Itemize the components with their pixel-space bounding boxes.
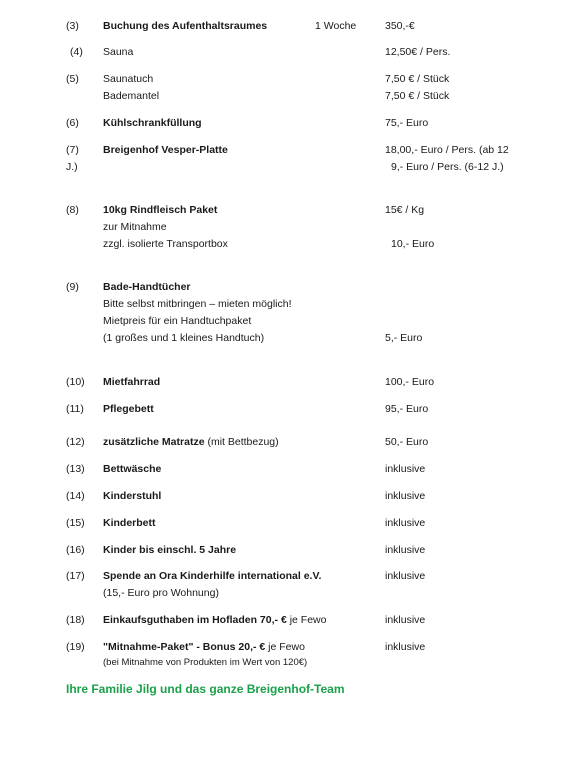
- item-number: (18): [66, 614, 85, 626]
- item-title-extra: (mit Bettbezug): [207, 436, 279, 448]
- item-title-line: [103, 641, 305, 654]
- item-price: 50,- Euro: [385, 436, 429, 448]
- item-title: Bade-Handtücher: [103, 281, 191, 293]
- item-number: (9): [66, 281, 79, 293]
- item-title: Bettwäsche: [103, 463, 162, 475]
- item-title: Kühlschrankfüllung: [103, 117, 202, 129]
- item-number: (17): [66, 570, 85, 582]
- item-title: Saunatuch: [103, 73, 154, 85]
- item-number-wrap: J.): [66, 161, 78, 173]
- item-number: (15): [66, 517, 85, 529]
- item-title: zusätzliche Matratze: [103, 436, 205, 448]
- item-subline: (1 großes und 1 kleines Handtuch): [103, 332, 265, 344]
- item-price: 350,-€: [385, 20, 415, 32]
- item-number: (13): [66, 463, 85, 475]
- item-price: 75,- Euro: [385, 117, 429, 129]
- item-title-extra: je Fewo: [289, 614, 327, 626]
- item-price: 10,- Euro: [391, 238, 435, 250]
- item-price: inklusive: [385, 490, 426, 502]
- item-number: (16): [66, 544, 85, 556]
- item-price: 100,- Euro: [385, 376, 435, 388]
- item-title: Kinderstuhl: [103, 490, 162, 502]
- item-number: (6): [66, 117, 79, 129]
- item-number: (19): [66, 641, 85, 653]
- item-title: Sauna: [103, 46, 134, 58]
- closing-signature: Ihre Familie Jilg und das ganze Breigenhof-Team: [66, 682, 345, 696]
- item-subline: Mietpreis für ein Handtuchpaket: [103, 315, 252, 327]
- item-price: inklusive: [385, 544, 426, 556]
- item-price: inklusive: [385, 641, 426, 653]
- item-price: inklusive: [385, 614, 426, 626]
- item-title: Mietfahrrad: [103, 376, 161, 388]
- item-price: 9,- Euro / Pers. (6-12 J.): [391, 161, 504, 173]
- item-title-line: [103, 436, 279, 449]
- item-price: inklusive: [385, 463, 426, 475]
- item-subline: zur Mitnahme: [103, 221, 167, 233]
- item-number: (14): [66, 490, 85, 502]
- item-subline: zzgl. isolierte Transportbox: [103, 238, 228, 250]
- item-title-line: [103, 614, 326, 627]
- item-number: (11): [66, 403, 84, 415]
- item-title: Spende an Ora Kinderhilfe international e.V.: [103, 570, 322, 582]
- item-title-extra: je Fewo: [268, 641, 305, 653]
- item-duration: 1 Woche: [315, 20, 357, 32]
- item-subline: (15,- Euro pro Wohnung): [103, 587, 219, 599]
- item-title: Breigenhof Vesper-Platte: [103, 144, 228, 156]
- item-number: (12): [66, 436, 85, 448]
- item-title: Bademantel: [103, 90, 160, 102]
- item-title: Einkaufsguthaben im Hofladen 70,- €: [103, 614, 287, 626]
- item-title: Kinder bis einschl. 5 Jahre: [103, 544, 237, 556]
- item-price: 12,50€ / Pers.: [385, 46, 451, 58]
- item-price: 7,50 € / Stück: [385, 90, 450, 102]
- item-title: Pflegebett: [103, 403, 154, 415]
- item-title: "Mitnahme-Paket" - Bonus 20,- €: [103, 641, 266, 653]
- item-title: Kinderbett: [103, 517, 156, 529]
- item-price: 18,00,- Euro / Pers. (ab 12: [385, 144, 509, 156]
- item-title: Buchung des Aufenthaltsraumes: [103, 20, 268, 32]
- item-price: 95,- Euro: [385, 403, 429, 415]
- item-number: (7): [66, 144, 79, 156]
- item-price: inklusive: [385, 517, 426, 529]
- item-number: (4): [70, 46, 83, 58]
- item-number: (8): [66, 204, 79, 216]
- item-number: (3): [66, 20, 79, 32]
- item-title: 10kg Rindfleisch Paket: [103, 204, 218, 216]
- item-number: (10): [66, 376, 85, 388]
- item-price: 15€ / Kg: [385, 204, 425, 216]
- item-subline: (bei Mitnahme von Produkten im Wert von 120€): [103, 657, 308, 668]
- item-subline: Bitte selbst mitbringen – mieten möglich!: [103, 298, 292, 310]
- item-price: 5,- Euro: [385, 332, 423, 344]
- item-price: inklusive: [385, 570, 426, 582]
- item-number: (5): [66, 73, 79, 85]
- item-price: 7,50 € / Stück: [385, 73, 450, 85]
